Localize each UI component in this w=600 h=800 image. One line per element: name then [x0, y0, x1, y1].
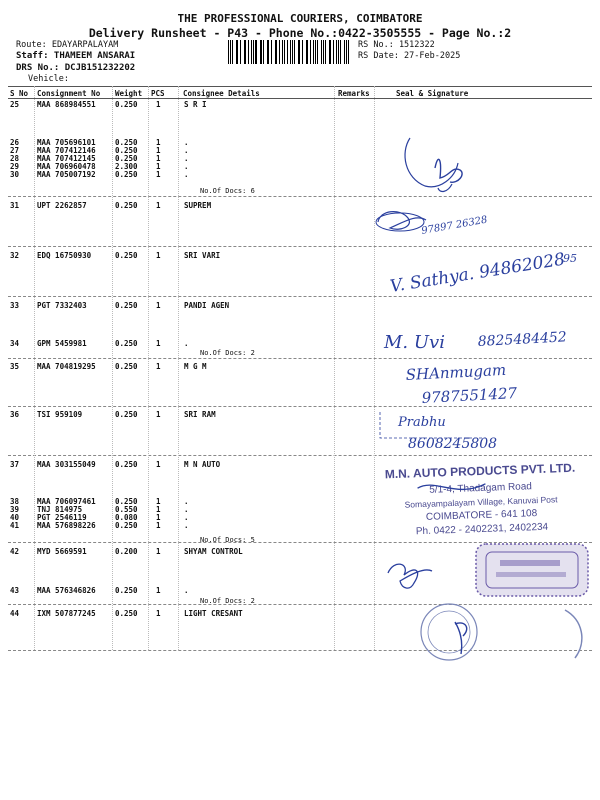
- cell-sno: 38: [10, 497, 20, 506]
- cell-pcs: 1: [156, 521, 161, 530]
- signature-row-42-43: [380, 545, 440, 595]
- cell-weight: 0.080: [115, 513, 138, 522]
- row-divider: [8, 358, 592, 359]
- cell-consignment-no: MAA 707412145: [37, 154, 96, 163]
- cell-consignment-no: MAA 705696101: [37, 138, 96, 147]
- signature-row-31: [370, 200, 510, 244]
- cell-consignee: LIGHT CRESANT: [184, 609, 243, 618]
- cell-consignment-no: TSI 959109: [37, 410, 83, 419]
- column-header-remarks: Remarks: [338, 89, 370, 98]
- handwritten-name: Prabhu: [398, 415, 446, 430]
- cell-weight: 0.250: [115, 100, 138, 109]
- cell-consignee: .: [184, 497, 189, 506]
- cell-pcs: 1: [156, 201, 161, 210]
- cell-consignment-no: MAA 706097461: [37, 497, 96, 506]
- cell-weight: 0.250: [115, 339, 138, 348]
- column-divider: [112, 86, 113, 650]
- cell-consignee: .: [184, 339, 189, 348]
- cell-weight: 0.250: [115, 301, 138, 310]
- handwritten-phone: 8608245808: [408, 436, 498, 452]
- cell-pcs: 1: [156, 162, 161, 171]
- row-divider: [8, 296, 592, 297]
- vehicle-label: Vehicle:: [28, 74, 69, 84]
- row-divider: [8, 196, 592, 197]
- column-header-weight: Weight: [115, 89, 143, 98]
- cell-pcs: 1: [156, 138, 161, 147]
- cell-sno: 43: [10, 586, 20, 595]
- stamp-impression: [365, 454, 598, 546]
- cell-weight: 0.250: [115, 609, 138, 618]
- signature-row-33-34: [380, 318, 600, 358]
- cell-weight: 0.250: [115, 154, 138, 163]
- company-name: THE PROFESSIONAL COURIERS, COIMBATORE: [177, 12, 423, 25]
- cell-sno: 33: [10, 301, 20, 310]
- cell-sno: 27: [10, 146, 20, 155]
- handwritten-extra: 95: [563, 252, 577, 265]
- cell-consignee: M G M: [184, 362, 207, 371]
- cell-sno: 39: [10, 505, 20, 514]
- doc-count: No.Of Docs: 5: [200, 536, 255, 544]
- cell-consignee: .: [184, 521, 189, 530]
- cell-consignee: SHYAM CONTROL: [184, 547, 243, 556]
- cell-sno: 26: [10, 138, 20, 147]
- cell-weight: 0.250: [115, 521, 138, 530]
- cell-consignment-no: TNJ 814975: [37, 505, 83, 514]
- cell-pcs: 1: [156, 497, 161, 506]
- cell-sno: 34: [10, 339, 20, 348]
- handwritten-name: M. Uvi: [384, 332, 445, 353]
- cell-consignee: M N AUTO: [184, 460, 221, 469]
- cell-pcs: 1: [156, 362, 161, 371]
- stamp-address: 5/1-4, Thadagam Road: [429, 481, 533, 496]
- cell-weight: 0.550: [115, 505, 138, 514]
- cell-sno: 42: [10, 547, 20, 556]
- cell-consignment-no: GPM 5459981: [37, 339, 87, 348]
- cell-consignee: S R I: [184, 100, 207, 109]
- cell-consignee: .: [184, 586, 189, 595]
- cell-pcs: 1: [156, 513, 161, 522]
- column-divider: [178, 86, 179, 650]
- cell-sno: 25: [10, 100, 20, 109]
- cell-consignment-no: PGT 2546119: [37, 513, 87, 522]
- cell-consignee: .: [184, 513, 189, 522]
- signature-row-32: [385, 248, 595, 296]
- cell-sno: 30: [10, 170, 20, 179]
- column-divider: [334, 86, 335, 650]
- cell-pcs: 1: [156, 154, 161, 163]
- header-bottom-rule: [8, 98, 592, 99]
- cell-consignment-no: MAA 706960478: [37, 162, 96, 171]
- row-divider: [8, 246, 592, 247]
- cell-sno: 37: [10, 460, 20, 469]
- stamp-address: Somayampalayam Village, Kanuvai Post: [404, 494, 558, 510]
- column-header-consignee: Consignee Details: [183, 89, 260, 98]
- cell-consignment-no: MAA 704819295: [37, 362, 96, 371]
- cell-consignment-no: MAA 303155049: [37, 460, 96, 469]
- cell-consignment-no: IXM 507877245: [37, 609, 96, 618]
- cell-consignee: PANDI AGEN: [184, 301, 230, 310]
- cell-weight: 0.250: [115, 497, 138, 506]
- cell-pcs: 1: [156, 609, 161, 618]
- cell-consignee: .: [184, 162, 189, 171]
- handwritten-phone: 97897 26328: [420, 214, 489, 237]
- rs-date: RS Date: 27-Feb-2025: [358, 51, 461, 61]
- column-header-sno: S No: [10, 89, 29, 98]
- cell-consignee: .: [184, 505, 189, 514]
- cell-consignee: .: [184, 154, 189, 163]
- cell-consignee: .: [184, 138, 189, 147]
- handwritten-phone: 9787551427: [421, 384, 518, 407]
- signature-group-25-30: [380, 108, 520, 196]
- cell-sno: 44: [10, 609, 20, 618]
- drs-number: DRS No.: DCJB151232202: [16, 63, 136, 73]
- cell-consignee: SUPREM: [184, 201, 212, 210]
- cell-pcs: 1: [156, 586, 161, 595]
- column-divider: [148, 86, 149, 650]
- cell-sno: 28: [10, 154, 20, 163]
- staff-label: Staff: THAMEEM ANSARAI: [16, 51, 136, 61]
- cell-consignee: .: [184, 146, 189, 155]
- cell-weight: 0.250: [115, 410, 138, 419]
- cell-sno: 41: [10, 521, 20, 530]
- stamp-phone: Ph. 0422 - 2402231, 2402234: [415, 521, 549, 538]
- cell-consignee: .: [184, 170, 189, 179]
- doc-count: No.Of Docs: 6: [200, 187, 255, 195]
- handwritten-name: SHAnmugam: [405, 360, 507, 384]
- cell-pcs: 1: [156, 251, 161, 260]
- cell-consignment-no: EDQ 16750930: [37, 251, 92, 260]
- route-label: Route: EDAYARPALAYAM: [16, 40, 119, 50]
- cell-consignee: SRI RAM: [184, 410, 216, 419]
- signature-row-35: [400, 360, 570, 408]
- cell-consignment-no: MAA 705007192: [37, 170, 96, 179]
- cell-weight: 0.250: [115, 460, 138, 469]
- barcode: [228, 40, 352, 64]
- column-header-pcs: PCS: [151, 89, 165, 98]
- column-divider: [34, 86, 35, 650]
- cell-consignment-no: MAA 868984551: [37, 100, 96, 109]
- cell-sno: 29: [10, 162, 20, 171]
- cell-pcs: 1: [156, 460, 161, 469]
- column-header-consignment: Consignment No: [37, 89, 101, 98]
- cell-weight: 0.250: [115, 362, 138, 371]
- cell-weight: 0.250: [115, 146, 138, 155]
- cell-weight: 2.300: [115, 162, 138, 171]
- cell-weight: 0.250: [115, 170, 138, 179]
- table-top-rule: [8, 86, 592, 87]
- cell-pcs: 1: [156, 146, 161, 155]
- doc-count: No.Of Docs: 2: [200, 349, 255, 357]
- column-divider: [374, 86, 375, 650]
- signature-row-44: [415, 598, 595, 668]
- cell-sno: 36: [10, 410, 20, 419]
- cell-consignment-no: MYD 5669591: [37, 547, 87, 556]
- company-stamp: [365, 454, 598, 546]
- cell-pcs: 1: [156, 547, 161, 556]
- cell-consignment-no: PGT 7332403: [37, 301, 87, 310]
- cell-pcs: 1: [156, 410, 161, 419]
- cell-consignment-no: MAA 707412146: [37, 146, 96, 155]
- cell-weight: 0.250: [115, 201, 138, 210]
- cell-pcs: 1: [156, 301, 161, 310]
- rs-number: RS No.: 1512322: [358, 40, 435, 50]
- signature-row-36: [376, 408, 546, 456]
- stamp-city: COIMBATORE - 641 108: [425, 508, 538, 523]
- handwritten-name-phone: V. Sathya. 94862028: [388, 249, 567, 297]
- handwritten-phone: 8825484452: [477, 329, 568, 350]
- document-title: Delivery Runsheet - P43 - Phone No.:0422-3505555 - Page No.:2: [88, 26, 512, 40]
- cell-consignment-no: MAA 576898226: [37, 521, 96, 530]
- cell-pcs: 1: [156, 339, 161, 348]
- cell-sno: 35: [10, 362, 20, 371]
- cell-sno: 31: [10, 201, 20, 210]
- cell-sno: 32: [10, 251, 20, 260]
- cell-consignment-no: MAA 576346826: [37, 586, 96, 595]
- cell-sno: 40: [10, 513, 20, 522]
- cell-pcs: 1: [156, 100, 161, 109]
- cell-weight: 0.250: [115, 251, 138, 260]
- round-seal-stamp: [470, 540, 596, 600]
- cell-weight: 0.250: [115, 138, 138, 147]
- doc-count: No.Of Docs: 2: [200, 597, 255, 605]
- cell-pcs: 1: [156, 170, 161, 179]
- cell-weight: 0.250: [115, 586, 138, 595]
- cell-consignee: SRI VARI: [184, 251, 221, 260]
- stamp-company: M.N. AUTO PRODUCTS PVT. LTD.: [384, 460, 576, 482]
- column-header-seal-signature: Seal & Signature: [396, 89, 469, 98]
- cell-weight: 0.200: [115, 547, 138, 556]
- cell-pcs: 1: [156, 505, 161, 514]
- cell-consignment-no: UPT 2262857: [37, 201, 87, 210]
